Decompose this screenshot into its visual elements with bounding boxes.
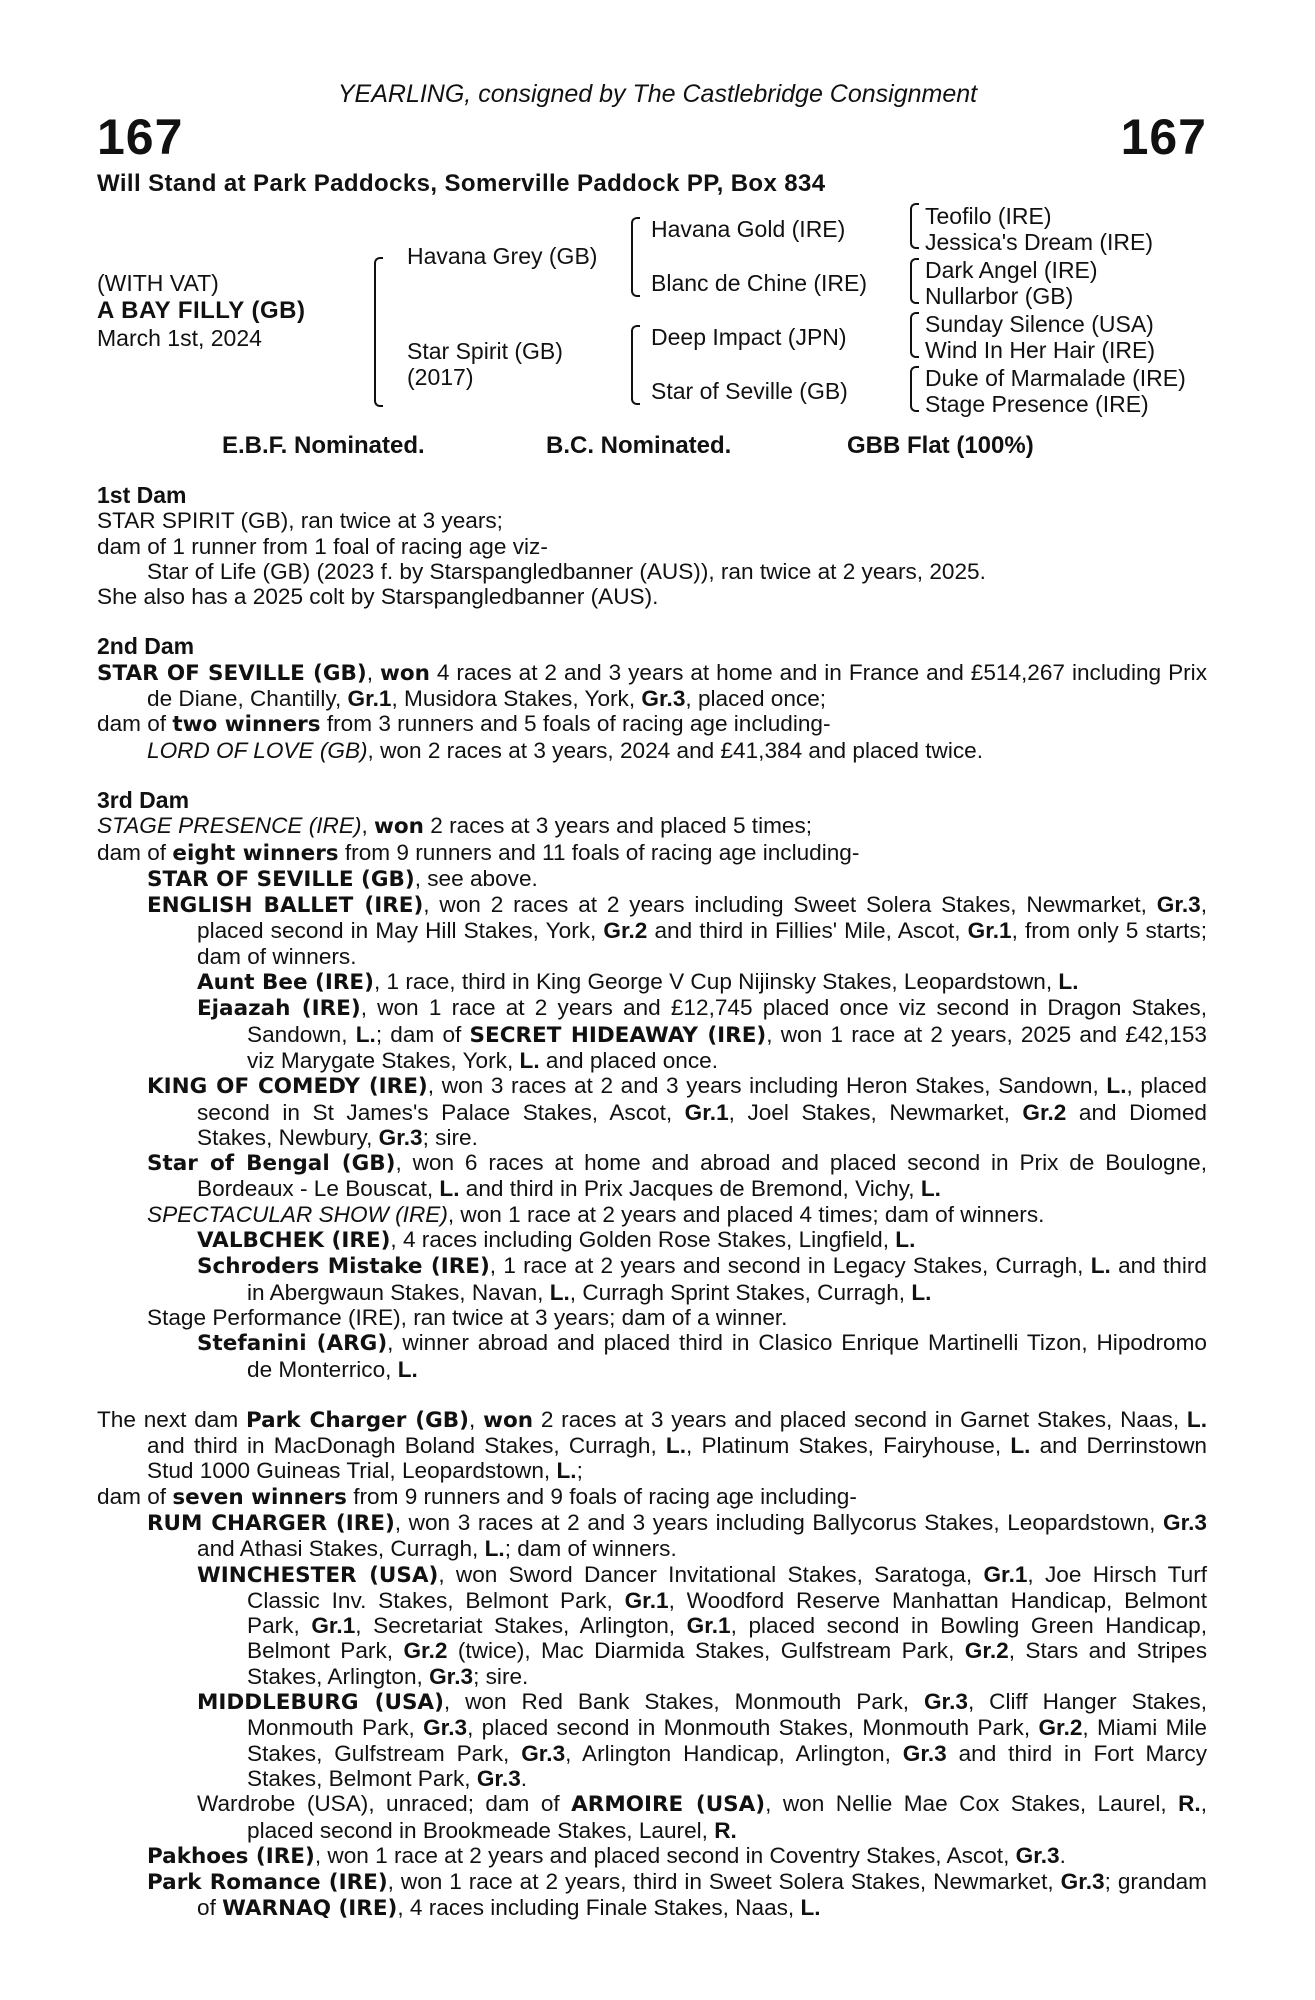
section-heading: 3rd Dam: [97, 786, 190, 813]
paragraph: Pakhoes (IRE), won 1 race at 2 years and placed second in Coventry Stakes, Ascot, Gr.3.: [147, 1842, 1066, 1869]
sire-sire: Havana Gold (IRE): [651, 216, 846, 242]
paragraph: dam of seven winners from 9 runners and 9 foals of racing age including-: [97, 1483, 857, 1510]
paragraph: STAR OF SEVILLE (GB), see above.: [147, 865, 538, 892]
lot-number-right: 167: [1120, 109, 1207, 165]
sire-name: Havana Grey (GB): [407, 243, 598, 269]
bc-nomination: B.C. Nominated.: [546, 432, 732, 459]
dam-sire-sire: Sunday Silence (USA): [925, 311, 1154, 337]
paragraph: STAR OF SEVILLE (GB), won 4 races at 2 and 3 years at home and in France and £514,267 including Prix de Diane, Chantilly, Gr.1, Musidora Stakes, York, Gr.3, placed once;: [97, 659, 1207, 712]
paragraph: Ejaazah (IRE), won 1 race at 2 years and £12,745 placed once viz second in Dragon Stakes, Sandown, L.; dam of SECRET HIDEAWAY (IRE), won 1 race at 2 years, 2025 and £42,153 viz Marygate Stakes, York, L. and placed once.: [197, 995, 1207, 1073]
paragraph: Park Romance (IRE), won 1 race at 2 years, third in Sweet Solera Stakes, Newmarket, Gr.3; grandam of WARNAQ (IRE), 4 races including Finale Stakes, Naas, L.: [147, 1869, 1207, 1922]
dam-sire-dam: Wind In Her Hair (IRE): [925, 337, 1156, 363]
dam-dam-sire: Duke of Marmalade (IRE): [925, 365, 1186, 391]
paragraph: Star of Bengal (GB), won 6 races at home and abroad and placed second in Prix de Boulogne, Bordeaux - Le Bouscat, L. and third in Prix Jacques de Bremond, Vichy, L.: [147, 1150, 1207, 1202]
paragraph: VALBCHEK (IRE), 4 races including Golden Rose Stakes, Lingfield, L.: [197, 1227, 916, 1254]
paragraph: dam of two winners from 3 runners and 5 foals of racing age including-: [97, 711, 831, 738]
vat-label: (WITH VAT): [97, 270, 219, 296]
gbb-status: GBB Flat (100%): [847, 432, 1034, 459]
horse-name: A BAY FILLY (GB): [97, 297, 306, 324]
ebf-nomination: E.B.F. Nominated.: [222, 432, 425, 459]
paragraph: The next dam Park Charger (GB), won 2 races at 3 years and placed second in Garnet Stakes, Naas, L. and third in MacDonagh Boland Stakes, Curragh, L., Platinum Stakes, Fairyhouse, L. and Derrinstown Stud 1000 Guineas Trial, Leopardstown, L.;: [97, 1406, 1207, 1484]
sire-dam: Blanc de Chine (IRE): [651, 270, 868, 296]
pedigree-brace: [631, 217, 640, 297]
paragraph: Schroders Mistake (IRE), 1 race at 2 years and second in Legacy Stakes, Curragh, L. and third in Abergwaun Stakes, Navan, L., Curragh Sprint Stakes, Curragh, L.: [197, 1253, 1207, 1305]
dam-dam: Star of Seville (GB): [651, 378, 848, 404]
lot-number-left: 167: [97, 109, 184, 165]
paragraph: KING OF COMEDY (IRE), won 3 races at 2 and 3 years including Heron Stakes, Sandown, L., placed second in St James's Palace Stakes, Ascot, Gr.1, Joel Stakes, Newmarket, Gr.2 and Diomed Stakes, Newbury, Gr.3; sire.: [147, 1073, 1208, 1150]
pedigree-brace: [910, 203, 919, 249]
dam-year: (2017): [407, 364, 474, 390]
paragraph: SPECTACULAR SHOW (IRE), won 1 race at 2 years and placed 4 times; dam of winners.: [147, 1201, 1045, 1227]
pedigree-brace: [910, 366, 919, 412]
paragraph: Stefanini (ARG), winner abroad and placed third in Clasico Enrique Martinelli Tizon, Hipodromo de Monterrico, L.: [197, 1330, 1207, 1382]
paragraph: WINCHESTER (USA), won Sword Dancer Invitational Stakes, Saratoga, Gr.1, Joe Hirsch Turf Classic Inv. Stakes, Belmont Park, Gr.1, Woodford Reserve Manhattan Handicap, Belmont Park, Gr.1, Secretariat Stakes, Arlington, Gr.1, placed second in Bowling Green Handicap, Belmont Park, Gr.2 (twice), Mac Diarmida Stakes, Gulfstream Park, Gr.2, Stars and Stripes Stakes, Arlington, Gr.3; sire.: [197, 1561, 1208, 1689]
paragraph: STAGE PRESENCE (IRE), won 2 races at 3 years and placed 5 times;: [97, 813, 813, 840]
pedigree-brace: [910, 312, 919, 358]
sire-sire-dam: Jessica's Dream (IRE): [925, 229, 1154, 255]
paragraph: dam of eight winners from 9 runners and 11 foals of racing age including-: [97, 839, 860, 866]
dam-sire: Deep Impact (JPN): [651, 324, 847, 350]
section-heading: 1st Dam: [97, 482, 187, 508]
paragraph: She also has a 2025 colt by Starspangledbanner (AUS).: [97, 584, 659, 610]
pedigree-brace: [374, 257, 383, 407]
sire-dam-dam: Nullarbor (GB): [925, 283, 1074, 309]
paragraph: LORD OF LOVE (GB), won 2 races at 3 years, 2024 and £41,384 and placed twice.: [147, 737, 984, 763]
stand-location: Will Stand at Park Paddocks, Somerville Paddock PP, Box 834: [97, 170, 826, 197]
paragraph: RUM CHARGER (IRE), won 3 races at 2 and 3 years including Ballycorus Stakes, Leopardstown, Gr.3 and Athasi Stakes, Curragh, L.; dam of winners.: [147, 1509, 1207, 1562]
sire-dam-sire: Dark Angel (IRE): [925, 257, 1098, 283]
pedigree-brace: [631, 325, 640, 405]
paragraph: Stage Performance (IRE), ran twice at 3 years; dam of a winner.: [147, 1304, 788, 1330]
paragraph: Star of Life (GB) (2023 f. by Starspangledbanner (AUS)), ran twice at 2 years, 2025.: [147, 558, 986, 584]
paragraph: STAR SPIRIT (GB), ran twice at 3 years;: [97, 508, 503, 534]
paragraph: Wardrobe (USA), unraced; dam of ARMOIRE (USA), won Nellie Mae Cox Stakes, Laurel, R., placed second in Brookmeade Stakes, Laurel, R.: [197, 1791, 1207, 1843]
paragraph: ENGLISH BALLET (IRE), won 2 races at 2 years including Sweet Solera Stakes, Newmarket, Gr.3, placed second in May Hill Stakes, York, Gr.2 and third in Fillies' Mile, Ascot, Gr.1, from only 5 starts; dam of winners.: [147, 892, 1207, 969]
sire-sire-sire: Teofilo (IRE): [925, 203, 1052, 229]
paragraph: MIDDLEBURG (USA), won Red Bank Stakes, Monmouth Park, Gr.3, Cliff Hanger Stakes, Monmouth Park, Gr.3, placed second in Monmouth Stakes, Monmouth Park, Gr.2, Miami Mile Stakes, Gulfstream Park, Gr.3, Arlington Handicap, Arlington, Gr.3 and third in Fort Marcy Stakes, Belmont Park, Gr.3.: [197, 1689, 1207, 1791]
consignment-line: YEARLING, consigned by The Castlebridge Consignment: [337, 80, 978, 108]
paragraph: Aunt Bee (IRE), 1 race, third in King George V Cup Nijinsky Stakes, Leopardstown, L.: [197, 969, 1079, 996]
paragraph: dam of 1 runner from 1 foal of racing age viz-: [97, 533, 548, 559]
dam-produce-record: [97, 483, 1207, 1922]
section-heading: 2nd Dam: [97, 633, 195, 660]
foaling-date: March 1st, 2024: [97, 325, 262, 351]
dam-dam-dam: Stage Presence (IRE): [925, 391, 1149, 417]
dam-name: Star Spirit (GB): [407, 338, 563, 364]
pedigree-brace: [910, 258, 919, 304]
